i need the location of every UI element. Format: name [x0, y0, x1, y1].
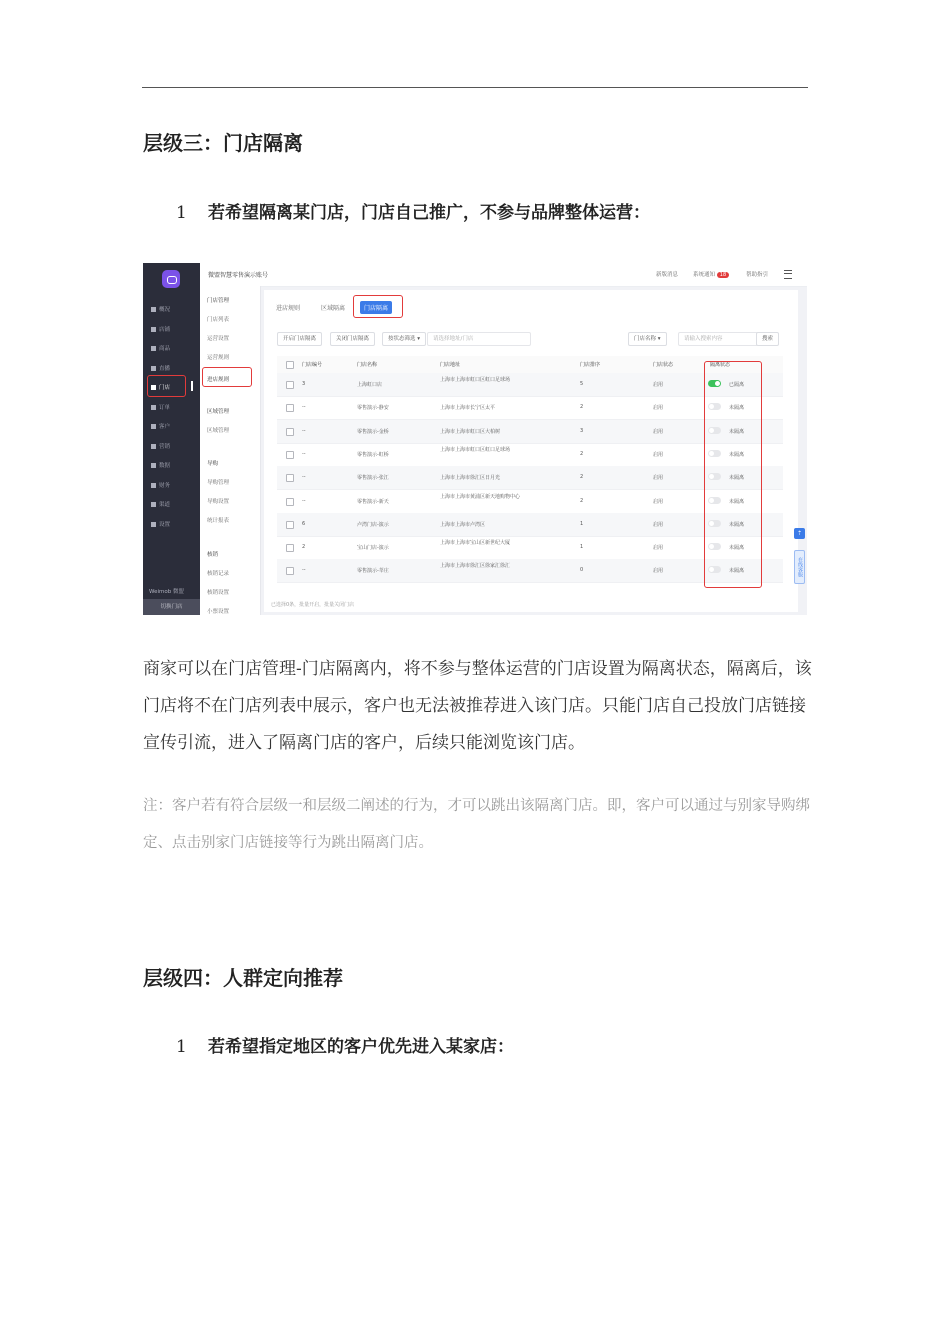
subnav-item[interactable]: 导购管理: [207, 480, 230, 486]
cell-id: 3: [302, 381, 306, 387]
row-checkbox[interactable]: [286, 451, 294, 459]
table-footer: 已选择0条，批量开启，批量关闭门店: [271, 602, 355, 608]
cell-name: 零售演示-虹桥: [357, 451, 389, 458]
sidebar-item[interactable]: [151, 481, 191, 491]
cell-addr: 上海市上海市徐汇区日月光: [440, 475, 501, 482]
section4-heading: 层级四：人群定向推荐: [143, 966, 343, 990]
cell-sort: 3: [580, 427, 584, 434]
sidebar-item[interactable]: [151, 461, 191, 471]
column-header: 门店地址: [440, 362, 461, 368]
tab-store-isolation[interactable]: 门店隔离: [360, 301, 392, 314]
cell-addr: 上海市上海市虹口区虹口足球场: [440, 377, 511, 383]
cell-sort: 2: [580, 497, 584, 504]
subnav-item[interactable]: 导购设置: [207, 499, 230, 505]
cell-status: 启用: [653, 475, 664, 482]
cell-id: --: [302, 427, 306, 434]
search-button[interactable]: 搜索: [756, 332, 779, 346]
cell-addr: 上海市上海市虹口区大柏树: [440, 428, 501, 435]
cell-addr: 上海市上海市卢湾区: [440, 521, 486, 528]
section4-list-item: [176, 1032, 514, 1057]
highlight-box: [202, 367, 252, 387]
cell-addr: 上海市上海市黄浦区新天地购物中心: [440, 493, 521, 500]
isolation-status: 未隔离: [729, 451, 745, 458]
cell-id: --: [302, 450, 306, 457]
subnav-group: 门店管理: [207, 298, 230, 304]
subnav-group: 区域管理: [207, 409, 230, 415]
cell-name: 零售演示-静安: [357, 405, 389, 412]
marketing-icon: [151, 444, 156, 449]
shop-icon: [151, 327, 156, 332]
sidebar-item-label: 渠道: [159, 502, 171, 508]
sidebar-item[interactable]: [151, 442, 191, 452]
news-link[interactable]: 新版消息: [656, 272, 679, 278]
chevron-down-icon: ▾: [417, 336, 421, 342]
sidebar-item[interactable]: [151, 403, 191, 413]
section3-list-item: [176, 198, 650, 223]
sidebar-item[interactable]: [151, 305, 191, 315]
sidebar-item-label: 门店: [159, 385, 171, 391]
subnav-item-active[interactable]: 进店规则: [207, 377, 230, 383]
subnav-item[interactable]: 门店列表: [207, 317, 230, 323]
cell-id: 6: [302, 520, 306, 527]
address-search-input[interactable]: 请选择地址/门店: [427, 332, 531, 346]
section3-note: 注：客户若有符合层级一和层级二阐述的行为，才可以跳出该隔离门店。即，客户可以通过与别家导购绑定、点击别家门店链接等行为跳出隔离门店。: [143, 798, 810, 851]
cell-status: 启用: [653, 521, 664, 528]
cell-status: 启用: [653, 568, 664, 575]
highlight-box: [147, 375, 186, 397]
row-checkbox[interactable]: [286, 544, 294, 552]
isolation-status: 未隔离: [729, 498, 745, 505]
help-link[interactable]: 帮助指引: [746, 272, 769, 278]
cell-status: 启用: [653, 498, 664, 505]
cell-sort: 2: [580, 450, 584, 457]
keyword-input[interactable]: 请输入搜索内容: [678, 332, 758, 346]
column-header: 门店名称: [357, 362, 378, 368]
sidebar-item-label: 直播: [159, 365, 171, 372]
sidebar-item-label: 概况: [159, 307, 171, 313]
isolation-status: 未隔离: [729, 405, 745, 412]
highlight-box: [353, 295, 403, 318]
notify-badge: 18: [717, 272, 729, 278]
cell-name: 宝山门店-演示: [357, 545, 389, 552]
section3-heading: 层级三：门店隔离: [143, 131, 303, 155]
sidebar-item[interactable]: [151, 422, 191, 432]
subnav-item[interactable]: 核销记录: [207, 571, 230, 577]
settings-icon: [151, 522, 156, 527]
column-header: 隔离状态: [710, 362, 731, 368]
row-checkbox[interactable]: [286, 474, 294, 482]
sidebar-item[interactable]: [151, 500, 191, 510]
status-filter-label: 按状态筛选: [388, 336, 416, 342]
section3-paragraph: 商家可以在门店管理-门店隔离内，将不参与整体运营的门店设置为隔离状态，隔离后，该门店将不在门店列表中展示，客户也无法被推荐进入该门店。只能门店自己投放门店链接宣传引流，进入了隔离门店的客户，后续只能浏览该门店。: [143, 659, 812, 753]
overview-icon: [151, 307, 156, 312]
row-checkbox[interactable]: [286, 428, 294, 436]
highlight-box: [704, 361, 762, 588]
cell-addr: 上海市上海市徐汇区徐家汇徐汇: [440, 563, 511, 570]
app-topbar: [200, 263, 807, 287]
cell-id: --: [302, 567, 306, 574]
select-all-checkbox[interactable]: [286, 361, 294, 369]
cell-status: 启用: [653, 451, 664, 458]
cell-id: --: [302, 404, 306, 411]
top-rule: [142, 87, 808, 88]
cell-sort: 0: [580, 567, 584, 574]
subnav-item[interactable]: 运营设置: [207, 336, 230, 342]
cell-name: 零售演示-莘庄: [357, 568, 389, 575]
tab-region-isolation[interactable]: 区域隔离: [321, 305, 346, 312]
list-number: 1: [176, 203, 187, 223]
subnav-group: 核销: [207, 552, 219, 558]
sidebar-item-label: 商品: [159, 346, 171, 352]
sidebar-item-label: 店铺: [159, 326, 171, 333]
cell-status: 启用: [653, 545, 664, 552]
row-checkbox[interactable]: [286, 498, 294, 506]
finance-icon: [151, 483, 156, 488]
column-header: 门店状态: [653, 362, 674, 368]
notify-link[interactable]: [693, 270, 729, 278]
account-title: 微盟智慧零售演示账号: [208, 272, 269, 279]
open-isolation-button[interactable]: 开启门店隔离: [277, 332, 322, 346]
row-checkbox[interactable]: [286, 521, 294, 529]
app-logo-icon: [162, 270, 180, 288]
brand-label: Weimob 微盟: [149, 589, 184, 595]
cell-status: 启用: [653, 382, 664, 388]
list-text: 若希望指定地区的客户优先进入某家店：: [208, 1037, 514, 1057]
tab-entry-rules[interactable]: 进店规则: [276, 305, 301, 312]
cell-id: --: [302, 474, 306, 481]
goods-icon: [151, 346, 156, 351]
notify-label: 系统通知: [693, 272, 716, 278]
field-select-label: 门店名称: [634, 336, 657, 342]
cell-addr: 上海市上海市虹口区虹口足球场: [440, 446, 511, 453]
close-isolation-button[interactable]: 关闭门店隔离: [330, 332, 375, 346]
chevron-down-icon: ▾: [657, 336, 661, 342]
app-sidebar: [143, 263, 200, 615]
row-checkbox[interactable]: [286, 404, 294, 412]
back-to-top-button[interactable]: ⇡: [794, 528, 805, 539]
sidebar-item-label: 数据: [159, 463, 171, 469]
cell-name: 零售演示-新天: [357, 498, 389, 505]
sub-nav: [200, 286, 261, 615]
sidebar-item-label: 设置: [159, 521, 171, 528]
subnav-item[interactable]: 运营规则: [207, 355, 230, 361]
column-header: 门店排序: [580, 362, 601, 368]
subnav-item[interactable]: 统计报表: [207, 518, 230, 524]
subnav-item[interactable]: 核销设置: [207, 590, 230, 596]
cell-name: 零售演示-张江: [357, 475, 389, 482]
row-checkbox[interactable]: [286, 381, 294, 389]
isolation-status: 未隔离: [729, 568, 745, 575]
cell-sort: 2: [580, 404, 584, 411]
list-text: 若希望隔离某门店，门店自己推广，不参与品牌整体运营：: [208, 203, 650, 223]
cell-name: 零售演示-金桥: [357, 428, 389, 435]
active-indicator: [191, 381, 193, 391]
customer-icon: [151, 424, 156, 429]
cell-name: 卢湾门店-演示: [357, 521, 389, 528]
sidebar-item-label: 营销: [159, 443, 171, 450]
switch-store-button[interactable]: 切换门店: [143, 599, 200, 615]
cell-name: 上海虹口店: [357, 382, 383, 388]
cell-status: 启用: [653, 428, 664, 435]
cell-sort: 1: [580, 520, 584, 527]
online-service-button[interactable]: 在线客服: [794, 550, 805, 584]
column-header: 门店编号: [302, 362, 323, 368]
row-checkbox[interactable]: [286, 567, 294, 575]
sidebar-item[interactable]: [151, 325, 191, 335]
data-icon: [151, 463, 156, 468]
subnav-item[interactable]: 小票设置: [207, 609, 230, 615]
subnav-item[interactable]: 区域管理: [207, 428, 230, 434]
cell-id: --: [302, 497, 306, 504]
live-icon: [151, 366, 156, 371]
cell-status: 启用: [653, 405, 664, 412]
cell-addr: 上海市上海市长宁区太平: [440, 405, 496, 412]
isolation-status: 已隔离: [729, 382, 745, 388]
cell-sort: 2: [580, 474, 584, 481]
sidebar-item-label: 财务: [159, 482, 171, 489]
isolation-status: 未隔离: [729, 475, 745, 482]
isolation-status: 未隔离: [729, 545, 745, 552]
status-filter-select[interactable]: [382, 332, 426, 346]
channel-icon: [151, 502, 156, 507]
field-select[interactable]: [628, 332, 667, 346]
sidebar-item[interactable]: [151, 520, 191, 530]
cell-sort: 1: [580, 544, 584, 551]
sidebar-item-label: 订单: [159, 404, 171, 411]
cell-addr: 上海市上海市宝山区新世纪大厦: [440, 540, 511, 547]
sidebar-item-label: 客户: [159, 424, 171, 430]
cell-id: 2: [302, 544, 306, 551]
subnav-group: 导购: [207, 461, 219, 467]
list-number: 1: [176, 1037, 187, 1057]
cell-sort: 5: [580, 381, 584, 387]
isolation-status: 未隔离: [729, 428, 745, 435]
isolation-status: 未隔离: [729, 521, 745, 528]
menu-icon[interactable]: [784, 270, 792, 279]
sidebar-item[interactable]: [151, 364, 191, 374]
order-icon: [151, 405, 156, 410]
embedded-screenshot: [143, 263, 807, 615]
sidebar-item[interactable]: [151, 344, 191, 354]
